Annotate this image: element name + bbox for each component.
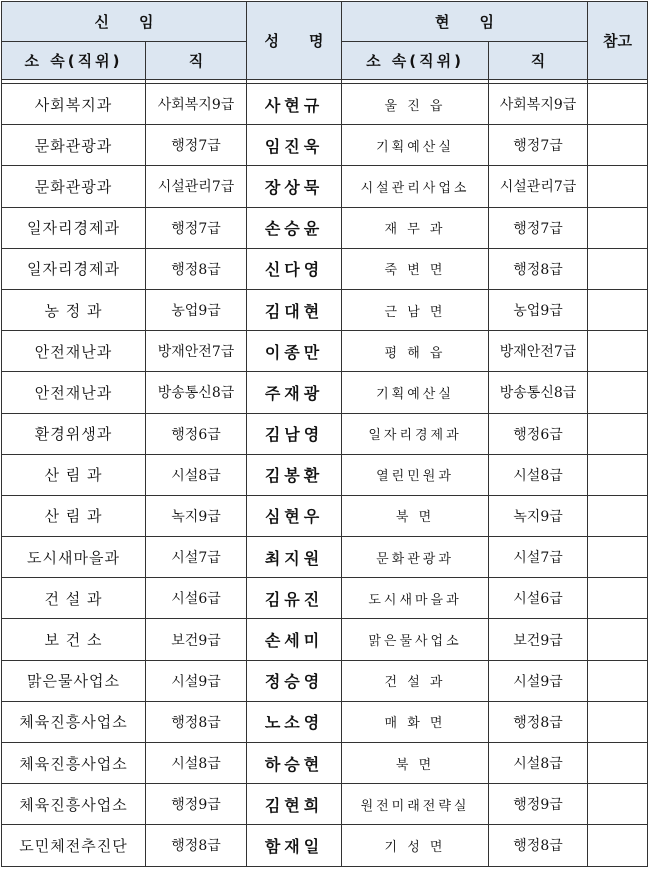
current-dept-cell: 일자리경제과: [342, 413, 489, 454]
table-body: [2, 84, 648, 867]
current-rank-cell: 시설8급: [489, 743, 588, 784]
current-dept-cell: 도시새마을과: [342, 578, 489, 619]
table-row: [2, 537, 648, 578]
note-cell: [588, 166, 648, 207]
name-cell: 노소영: [247, 701, 342, 742]
current-dept-cell: 기획예산실: [342, 125, 489, 166]
header-current: 현 임: [342, 2, 588, 42]
note-cell: [588, 825, 648, 866]
current-rank-cell: 행정7급: [489, 207, 588, 248]
table-row: [2, 248, 648, 289]
name-cell: 손승윤: [247, 207, 342, 248]
name-cell: 이종만: [247, 331, 342, 372]
new-rank-cell: 행정8급: [146, 701, 247, 742]
note-cell: [588, 495, 648, 536]
current-rank-cell: 시설관리7급: [489, 166, 588, 207]
note-cell: [588, 701, 648, 742]
current-dept-cell: 울 진 읍: [342, 84, 489, 125]
note-cell: [588, 289, 648, 330]
new-dept-cell: 산 림 과: [2, 454, 146, 495]
current-rank-cell: 행정8급: [489, 248, 588, 289]
note-cell: [588, 372, 648, 413]
note-cell: [588, 125, 648, 166]
table-row: [2, 125, 648, 166]
name-cell: 정승영: [247, 660, 342, 701]
note-cell: [588, 248, 648, 289]
note-cell: [588, 537, 648, 578]
new-rank-cell: 행정7급: [146, 207, 247, 248]
new-rank-cell: 행정8급: [146, 248, 247, 289]
new-rank-cell: 방재안전7급: [146, 331, 247, 372]
note-cell: [588, 578, 648, 619]
note-cell: [588, 454, 648, 495]
current-rank-cell: 행정8급: [489, 701, 588, 742]
current-dept-cell: 원전미래전략실: [342, 784, 489, 825]
new-dept-cell: 체육진흥사업소: [2, 784, 146, 825]
name-cell: 임진욱: [247, 125, 342, 166]
table-row: [2, 743, 648, 784]
new-dept-cell: 환경위생과: [2, 413, 146, 454]
new-rank-cell: 시설9급: [146, 660, 247, 701]
note-cell: [588, 619, 648, 660]
table-row: [2, 166, 648, 207]
current-rank-cell: 행정9급: [489, 784, 588, 825]
current-rank-cell: 행정6급: [489, 413, 588, 454]
table-row: [2, 660, 648, 701]
new-dept-cell: 도시새마을과: [2, 537, 146, 578]
new-dept-cell: 농 정 과: [2, 289, 146, 330]
table-row: [2, 289, 648, 330]
header-new-rank: 직: [146, 42, 247, 80]
name-cell: 김봉환: [247, 454, 342, 495]
name-cell: 김대현: [247, 289, 342, 330]
current-rank-cell: 시설7급: [489, 537, 588, 578]
table-row: [2, 454, 648, 495]
new-dept-cell: 산 림 과: [2, 495, 146, 536]
new-rank-cell: 사회복지9급: [146, 84, 247, 125]
name-cell: 함재일: [247, 825, 342, 866]
new-rank-cell: 시설7급: [146, 537, 247, 578]
new-rank-cell: 방송통신8급: [146, 372, 247, 413]
header-note: 참고: [588, 2, 648, 80]
current-dept-cell: 건 설 과: [342, 660, 489, 701]
new-dept-cell: 맑은물사업소: [2, 660, 146, 701]
current-dept-cell: 맑은물사업소: [342, 619, 489, 660]
new-rank-cell: 행정9급: [146, 784, 247, 825]
name-cell: 사현규: [247, 84, 342, 125]
table-row: [2, 701, 648, 742]
new-dept-cell: 일자리경제과: [2, 248, 146, 289]
current-rank-cell: 농업9급: [489, 289, 588, 330]
note-cell: [588, 84, 648, 125]
new-dept-cell: 보 건 소: [2, 619, 146, 660]
header-name: 성 명: [247, 2, 342, 80]
new-dept-cell: 일자리경제과: [2, 207, 146, 248]
new-dept-cell: 사회복지과: [2, 84, 146, 125]
current-dept-cell: 기획예산실: [342, 372, 489, 413]
table-row: [2, 619, 648, 660]
note-cell: [588, 660, 648, 701]
current-rank-cell: 시설9급: [489, 660, 588, 701]
new-rank-cell: 농업9급: [146, 289, 247, 330]
new-rank-cell: 시설8급: [146, 743, 247, 784]
current-rank-cell: 방송통신8급: [489, 372, 588, 413]
new-dept-cell: 문화관광과: [2, 125, 146, 166]
new-dept-cell: 문화관광과: [2, 166, 146, 207]
header-current-dept: 소 속(직위): [342, 42, 489, 80]
current-dept-cell: 문화관광과: [342, 537, 489, 578]
name-cell: 최지원: [247, 537, 342, 578]
new-dept-cell: 도민체전추진단: [2, 825, 146, 866]
table-row: [2, 207, 648, 248]
current-rank-cell: 사회복지9급: [489, 84, 588, 125]
current-dept-cell: 근 남 면: [342, 289, 489, 330]
personnel-table: [1, 1, 648, 867]
name-cell: 신다영: [247, 248, 342, 289]
table-row: [2, 372, 648, 413]
current-dept-cell: 북 면: [342, 495, 489, 536]
name-cell: 김남영: [247, 413, 342, 454]
current-rank-cell: 방재안전7급: [489, 331, 588, 372]
current-dept-cell: 열린민원과: [342, 454, 489, 495]
new-dept-cell: 안전재난과: [2, 372, 146, 413]
new-dept-cell: 체육진흥사업소: [2, 701, 146, 742]
current-rank-cell: 시설6급: [489, 578, 588, 619]
header-new-dept: 소 속(직위): [2, 42, 146, 80]
current-rank-cell: 행정8급: [489, 825, 588, 866]
current-dept-cell: 북 면: [342, 743, 489, 784]
current-dept-cell: 시설관리사업소: [342, 166, 489, 207]
name-cell: 하승현: [247, 743, 342, 784]
current-rank-cell: 행정7급: [489, 125, 588, 166]
new-rank-cell: 행정6급: [146, 413, 247, 454]
current-rank-cell: 녹지9급: [489, 495, 588, 536]
note-cell: [588, 784, 648, 825]
new-rank-cell: 보건9급: [146, 619, 247, 660]
current-rank-cell: 시설8급: [489, 454, 588, 495]
current-dept-cell: 매 화 면: [342, 701, 489, 742]
header-new: 신 임: [2, 2, 247, 42]
current-dept-cell: 평 해 읍: [342, 331, 489, 372]
note-cell: [588, 413, 648, 454]
note-cell: [588, 331, 648, 372]
note-cell: [588, 207, 648, 248]
table-row: [2, 495, 648, 536]
table-row: [2, 784, 648, 825]
new-rank-cell: 시설6급: [146, 578, 247, 619]
name-cell: 손세미: [247, 619, 342, 660]
table-row: [2, 331, 648, 372]
name-cell: 김현희: [247, 784, 342, 825]
name-cell: 장상묵: [247, 166, 342, 207]
name-cell: 주재광: [247, 372, 342, 413]
new-rank-cell: 행정8급: [146, 825, 247, 866]
new-rank-cell: 녹지9급: [146, 495, 247, 536]
current-dept-cell: 죽 변 면: [342, 248, 489, 289]
table-row: [2, 84, 648, 125]
new-rank-cell: 시설8급: [146, 454, 247, 495]
header-current-rank: 직: [489, 42, 588, 80]
new-dept-cell: 체육진흥사업소: [2, 743, 146, 784]
current-dept-cell: 재 무 과: [342, 207, 489, 248]
name-cell: 김유진: [247, 578, 342, 619]
name-cell: 심현우: [247, 495, 342, 536]
table-row: [2, 825, 648, 866]
table-row: [2, 413, 648, 454]
note-cell: [588, 743, 648, 784]
table-row: [2, 578, 648, 619]
new-dept-cell: 건 설 과: [2, 578, 146, 619]
new-rank-cell: 시설관리7급: [146, 166, 247, 207]
current-dept-cell: 기 성 면: [342, 825, 489, 866]
new-rank-cell: 행정7급: [146, 125, 247, 166]
new-dept-cell: 안전재난과: [2, 331, 146, 372]
current-rank-cell: 보건9급: [489, 619, 588, 660]
